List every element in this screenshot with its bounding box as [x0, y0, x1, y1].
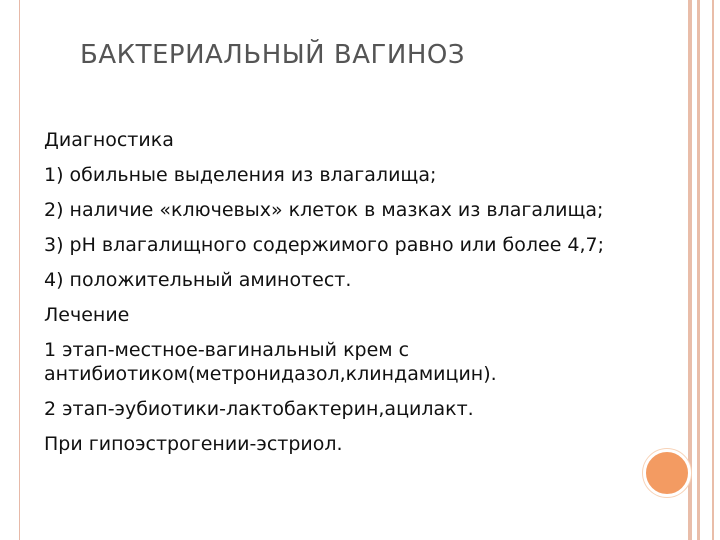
body-line: 1 этап-местное-вагинальный крем с антибиотиком(метронидазол,клиндамицин).	[44, 339, 497, 385]
decorative-circle	[643, 449, 691, 497]
body-line: 4) положительный аминотест.	[44, 269, 352, 291]
slide-body	[44, 128, 644, 467]
body-line: 3) pH влагалищного содержимого равно или более 4,7;	[44, 234, 605, 256]
right-border-line	[712, 0, 714, 540]
body-line: 2) наличие «ключевых» клеток в мазках из влагалища;	[44, 199, 604, 221]
body-line: Диагностика	[44, 129, 174, 151]
body-line: При гипоэстрогении-эстриол.	[44, 433, 343, 455]
right-border-line	[688, 0, 692, 540]
body-line: 1) обильные выделения из влагалища;	[44, 164, 437, 186]
body-line: 2 этап-эубиотики-лактобактерин,ацилакт.	[44, 398, 474, 420]
right-border-line	[697, 0, 700, 540]
body-line: Лечение	[44, 304, 130, 326]
slide-title: БАКТЕРИАЛЬНЫЙ ВАГИНОЗ	[80, 40, 466, 70]
